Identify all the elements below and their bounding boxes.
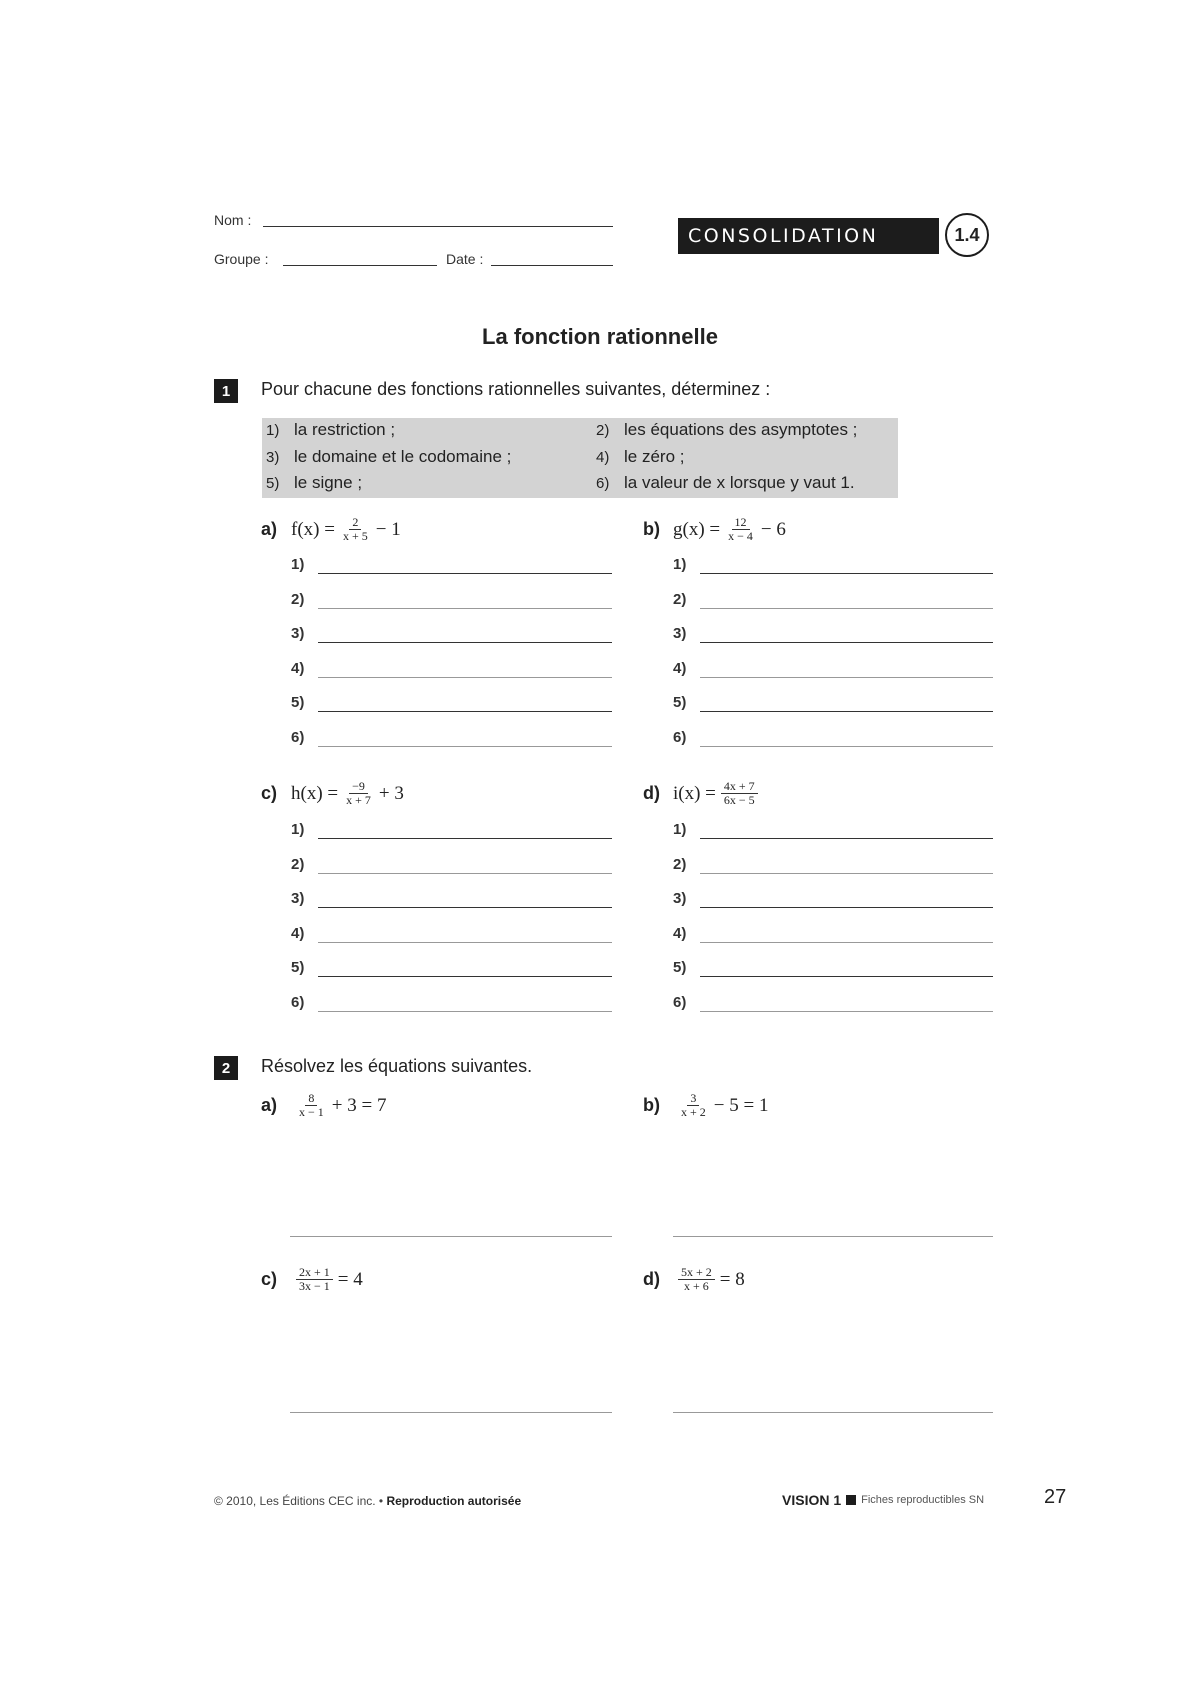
- fraction-denominator: 3x − 1: [299, 1279, 330, 1293]
- copyright-text: © 2010, Les Éditions CEC inc. •: [214, 1494, 384, 1508]
- q1-part-c-answer-line[interactable]: [318, 907, 612, 908]
- q2-part-b-letter: b): [643, 1095, 660, 1115]
- q2-part-a-answer-line[interactable]: [290, 1236, 612, 1237]
- q1-part-b-answer-line[interactable]: [700, 746, 993, 747]
- q2-part-a-rhs: + 3 = 7: [331, 1094, 387, 1116]
- date-field[interactable]: [491, 265, 613, 266]
- q1-part-a: [261, 516, 401, 543]
- q1-part-d: [643, 780, 763, 807]
- question-1-instruction: Pour chacune des fonctions rationnelles suivantes, déterminez :: [261, 379, 771, 399]
- fiches-label: Fiches reproductibles SN: [861, 1494, 985, 1506]
- criterion-4: [596, 447, 684, 467]
- q1-part-c-answer-line[interactable]: [318, 873, 612, 874]
- criterion-4-num: 4): [596, 449, 610, 466]
- q2-part-c-rhs: = 4: [337, 1268, 363, 1290]
- q1-part-b: [643, 516, 786, 543]
- q1-part-d-fraction: [721, 780, 758, 807]
- q1-part-c: [261, 780, 404, 807]
- q1-part-d-lhs: i(x) =: [673, 782, 716, 804]
- q2-part-d-answer-line[interactable]: [673, 1412, 993, 1413]
- date-label: Date :: [446, 251, 484, 267]
- q2-part-c: [261, 1266, 363, 1293]
- q1-part-a-answer-line[interactable]: [318, 677, 612, 678]
- q1-part-d-answer-line[interactable]: [700, 976, 993, 977]
- answer-label: 5): [291, 959, 305, 976]
- q2-part-c-fraction: [296, 1266, 333, 1293]
- q1-part-d-answer-line[interactable]: [700, 838, 993, 839]
- q2-part-d-rhs: = 8: [719, 1268, 745, 1290]
- q2-part-a-letter: a): [261, 1095, 278, 1115]
- q1-part-a-answer-line[interactable]: [318, 746, 612, 747]
- page-title: La fonction rationnelle: [482, 324, 718, 349]
- q1-part-b-answer-line[interactable]: [700, 573, 993, 574]
- q1-part-b-answer-line[interactable]: [700, 711, 993, 712]
- answer-label: 3): [291, 890, 305, 907]
- criterion-4-text: le zéro ;: [624, 447, 685, 466]
- fraction-numerator: 2x + 1: [296, 1266, 333, 1280]
- fraction-numerator: 5x + 2: [678, 1266, 715, 1280]
- q1-part-b-letter: b): [643, 519, 660, 539]
- q1-part-b-rhs: − 6: [760, 518, 786, 540]
- vision-label: VISION 1: [782, 1492, 842, 1508]
- groupe-label: Groupe :: [214, 251, 269, 267]
- q1-part-c-lhs: h(x) =: [291, 782, 339, 804]
- criterion-2: [596, 420, 857, 440]
- q1-part-d-answer-line[interactable]: [700, 1011, 993, 1012]
- answer-label: 1): [291, 821, 305, 838]
- q1-part-b-answer-line[interactable]: [700, 677, 993, 678]
- q1-part-a-answer-line[interactable]: [318, 573, 612, 574]
- reproduction-text: Reproduction autorisée: [386, 1494, 522, 1508]
- q2-part-b-fraction: [678, 1092, 709, 1119]
- answer-label: 4): [291, 925, 305, 942]
- criterion-5-text: le signe ;: [294, 473, 363, 492]
- answer-label: 3): [291, 625, 305, 642]
- answer-label: 3): [673, 625, 687, 642]
- criterion-5-num: 5): [266, 475, 280, 492]
- q2-part-c-answer-line[interactable]: [290, 1412, 612, 1413]
- criterion-6-text: la valeur de x lorsque y vaut 1.: [624, 473, 855, 492]
- q1-part-a-letter: a): [261, 519, 278, 539]
- fraction-denominator: x + 7: [346, 793, 371, 807]
- q1-part-b-fraction: [725, 516, 756, 543]
- answer-label: 5): [673, 694, 687, 711]
- q1-part-a-rhs: − 1: [375, 518, 401, 540]
- answer-label: 6): [673, 729, 687, 746]
- criterion-1-num: 1): [266, 422, 280, 439]
- fraction-numerator: 12: [732, 516, 750, 530]
- fraction-numerator: −9: [349, 780, 368, 794]
- q1-part-d-answer-line[interactable]: [700, 907, 993, 908]
- q2-part-b: [643, 1092, 768, 1119]
- criterion-2-text: les équations des asymptotes ;: [624, 420, 858, 439]
- fraction-denominator: x + 6: [684, 1279, 709, 1293]
- q1-part-c-answer-line[interactable]: [318, 976, 612, 977]
- answer-label: 3): [673, 890, 687, 907]
- consolidation-label: CONSOLIDATION: [688, 225, 879, 247]
- answer-label: 1): [673, 556, 687, 573]
- answer-label: 2): [291, 856, 305, 873]
- criterion-6-num: 6): [596, 475, 610, 492]
- q2-part-b-rhs: − 5 = 1: [713, 1094, 769, 1116]
- q2-part-b-answer-line[interactable]: [673, 1236, 993, 1237]
- answer-label: 6): [673, 994, 687, 1011]
- q2-part-c-letter: c): [261, 1269, 278, 1289]
- criterion-3-num: 3): [266, 449, 280, 466]
- nom-field[interactable]: [263, 226, 613, 227]
- criterion-5: [266, 473, 362, 493]
- fraction-numerator: 2: [349, 516, 361, 530]
- q2-part-d-fraction: [678, 1266, 715, 1293]
- answer-label: 2): [291, 591, 305, 608]
- footer-copyright: [214, 1494, 521, 1508]
- q1-part-c-letter: c): [261, 783, 278, 803]
- question-1-number: 1: [214, 379, 238, 403]
- fraction-numerator: 8: [305, 1092, 317, 1106]
- groupe-field[interactable]: [283, 265, 437, 266]
- q2-part-a: [261, 1092, 386, 1119]
- q2-part-d-letter: d): [643, 1269, 660, 1289]
- black-square-icon: [846, 1495, 856, 1505]
- q1-part-a-answer-line[interactable]: [318, 711, 612, 712]
- answer-label: 5): [291, 694, 305, 711]
- answer-label: 4): [673, 660, 687, 677]
- fraction-denominator: x + 5: [342, 529, 368, 543]
- answer-label: 4): [291, 660, 305, 677]
- fraction-denominator: 6x − 5: [723, 793, 755, 807]
- fraction-numerator: 3: [687, 1092, 699, 1106]
- q1-part-a-answer-line[interactable]: [318, 608, 612, 609]
- consolidation-number: 1.4: [954, 224, 980, 245]
- criterion-3-text: le domaine et le codomaine ;: [294, 447, 512, 466]
- q1-part-a-fraction: [340, 516, 371, 543]
- q1-part-c-answer-line[interactable]: [318, 1011, 612, 1012]
- fraction-numerator: 4x + 7: [721, 780, 758, 794]
- answer-label: 6): [291, 729, 305, 746]
- q1-part-c-answer-line[interactable]: [318, 838, 612, 839]
- answer-label: 2): [673, 856, 687, 873]
- q1-part-c-rhs: + 3: [378, 782, 404, 804]
- answer-label: 2): [673, 591, 687, 608]
- fraction-denominator: x + 2: [681, 1105, 706, 1119]
- q1-part-a-answer-line[interactable]: [318, 642, 612, 643]
- q1-part-b-answer-line[interactable]: [700, 608, 993, 609]
- footer-series: [782, 1492, 984, 1508]
- consolidation-number-badge: [945, 213, 989, 257]
- q1-part-d-answer-line[interactable]: [700, 942, 993, 943]
- q1-part-c-fraction: [343, 780, 374, 807]
- fraction-denominator: x − 4: [728, 529, 753, 543]
- page-number: 27: [1044, 1486, 1067, 1508]
- q1-part-d-letter: d): [643, 783, 660, 803]
- fraction-denominator: x − 1: [299, 1105, 324, 1119]
- answer-label: 1): [673, 821, 687, 838]
- question-2-instruction: Résolvez les équations suivantes.: [261, 1056, 533, 1076]
- answer-label: 5): [673, 959, 687, 976]
- nom-label: Nom :: [214, 212, 252, 228]
- q1-part-d-answer-line[interactable]: [700, 873, 993, 874]
- q1-part-c-answer-line[interactable]: [318, 942, 612, 943]
- q1-part-b-answer-line[interactable]: [700, 642, 993, 643]
- q2-part-d: [643, 1266, 745, 1293]
- criterion-2-num: 2): [596, 422, 610, 439]
- answer-label: 4): [673, 925, 687, 942]
- answer-label: 1): [291, 556, 305, 573]
- criterion-3: [266, 447, 511, 467]
- consolidation-banner: [678, 218, 939, 254]
- answer-label: 6): [291, 994, 305, 1011]
- question-2-number: 2: [214, 1056, 238, 1080]
- q1-part-a-lhs: f(x) =: [291, 518, 335, 540]
- criterion-6: [596, 473, 855, 493]
- criterion-1: [266, 420, 395, 440]
- criterion-1-text: la restriction ;: [294, 420, 396, 439]
- q1-part-b-lhs: g(x) =: [673, 518, 721, 540]
- q2-part-a-fraction: [296, 1092, 327, 1119]
